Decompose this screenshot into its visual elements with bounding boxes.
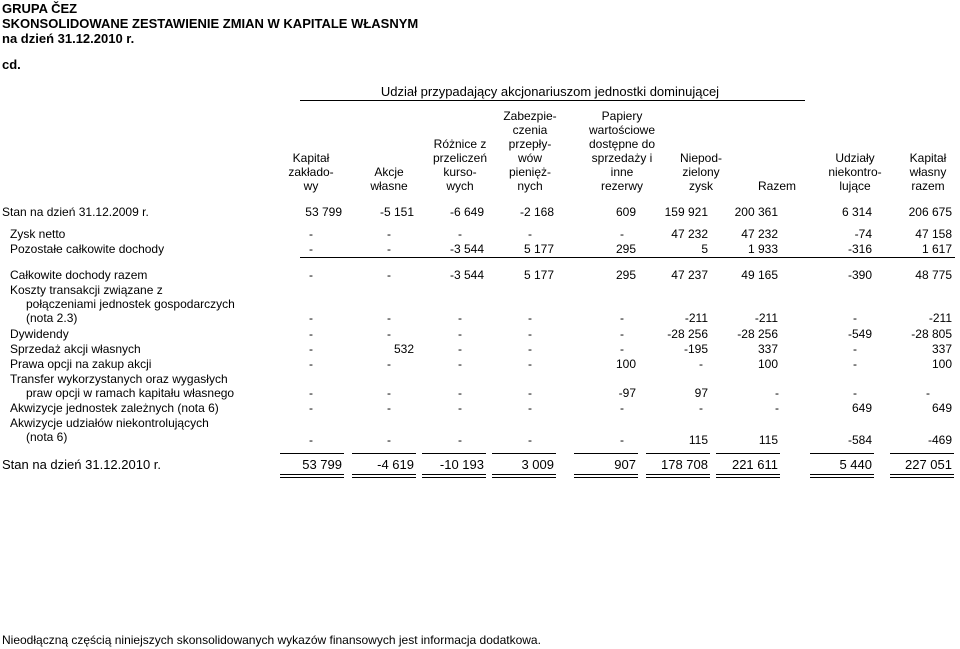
column-header-line: Niepod-: [679, 151, 723, 165]
total-double-rule: [280, 477, 344, 478]
value-cell: 532: [393, 342, 414, 356]
value-cell: -: [853, 357, 857, 371]
value-cell: 115: [688, 433, 708, 447]
row-label: Koszty transakcji związane z: [10, 283, 163, 297]
value-cell: -: [853, 311, 857, 325]
value-cell: 53 799: [305, 205, 342, 219]
column-header-line: przepły-: [508, 137, 552, 151]
total-double-rule: [422, 474, 486, 475]
total-double-rule: [810, 477, 874, 478]
value-cell: -28 256: [737, 327, 778, 341]
column-header-6: [661, 151, 741, 193]
column-header-line: rezerwy: [600, 179, 643, 193]
value-cell: 5: [701, 242, 708, 256]
column-header-line: Kapitał: [909, 151, 947, 165]
total-double-rule: [352, 474, 416, 475]
value-cell: -4 619: [377, 457, 414, 472]
total-top-rule: [716, 453, 780, 454]
value-cell: -: [620, 227, 624, 241]
value-cell: 3 009: [521, 457, 554, 472]
value-cell: -: [387, 401, 391, 415]
value-cell: 159 921: [664, 205, 708, 219]
value-cell: 1 933: [747, 242, 778, 256]
value-cell: -: [309, 268, 313, 282]
total-top-rule: [422, 453, 486, 454]
column-header-line: Różnice z: [433, 137, 487, 151]
group-title-rule: [300, 100, 805, 101]
total-double-rule: [352, 477, 416, 478]
row-label: Pozostałe całkowite dochody: [10, 242, 165, 256]
value-cell: 200 361: [734, 205, 778, 219]
column-header-line: Kapitał: [292, 151, 330, 165]
value-cell: 115: [758, 433, 778, 447]
value-cell: 100: [615, 357, 636, 371]
value-cell: 47 232: [671, 227, 708, 241]
value-cell: -: [309, 242, 313, 256]
value-cell: -74: [854, 227, 872, 241]
value-cell: -: [620, 311, 624, 325]
column-header-line: zielony: [682, 165, 720, 179]
row-label: Dywidendy: [10, 327, 69, 341]
row-label: Całkowite dochody razem: [10, 268, 148, 282]
value-cell: -5 151: [379, 205, 414, 219]
value-cell: -: [620, 401, 624, 415]
value-cell: -: [309, 342, 313, 356]
subtotal-rule: [300, 257, 955, 258]
row-label: Akwizycje jednostek zależnych (nota 6): [10, 401, 219, 415]
value-cell: 206 675: [908, 205, 952, 219]
column-header-line: czenia: [512, 123, 548, 137]
value-cell: -6 649: [449, 205, 484, 219]
value-cell: 227 051: [905, 457, 952, 472]
value-cell: 48 775: [915, 268, 952, 282]
column-header-line: wartościowe: [588, 123, 656, 137]
value-cell: -: [926, 386, 930, 400]
value-cell: -584: [847, 433, 872, 447]
value-cell: -: [458, 327, 462, 341]
row-label: Zysk netto: [10, 227, 66, 241]
value-cell: 47 158: [915, 227, 952, 241]
column-header-line: Zabezpie-: [503, 109, 557, 123]
value-cell: 295: [615, 268, 636, 282]
column-header-line: sprzedaży i: [591, 151, 653, 165]
value-cell: -: [458, 386, 462, 400]
total-double-rule: [646, 474, 710, 475]
column-header-7: [737, 179, 817, 193]
column-header-3: [420, 137, 500, 193]
total-top-rule: [646, 453, 710, 454]
value-cell: -: [775, 401, 779, 415]
value-cell: -: [387, 227, 391, 241]
value-cell: -: [620, 342, 624, 356]
value-cell: -: [620, 433, 624, 447]
value-cell: -: [458, 342, 462, 356]
column-header-8: [815, 151, 895, 193]
column-header-line: zakłado-: [288, 165, 334, 179]
value-cell: -: [458, 227, 462, 241]
value-cell: 97: [694, 386, 708, 400]
value-cell: -: [699, 401, 703, 415]
value-cell: 47 232: [741, 227, 778, 241]
value-cell: -: [528, 342, 532, 356]
total-double-rule: [716, 474, 780, 475]
value-cell: -: [528, 386, 532, 400]
row-label: (nota 2.3): [26, 311, 78, 325]
column-header-line: przeliczeń: [432, 151, 488, 165]
value-cell: 6 314: [841, 205, 872, 219]
value-cell: 5 177: [523, 242, 554, 256]
row-label: Prawa opcji na zakup akcji: [10, 357, 152, 371]
value-cell: -: [528, 227, 532, 241]
total-double-rule: [492, 477, 556, 478]
value-cell: -211: [684, 311, 708, 325]
value-cell: -: [458, 401, 462, 415]
column-header-line: wych: [446, 179, 474, 193]
value-cell: 1 617: [921, 242, 952, 256]
value-cell: -: [528, 357, 532, 371]
column-header-line: Udziały: [835, 151, 875, 165]
value-cell: -: [620, 327, 624, 341]
total-double-rule: [422, 477, 486, 478]
value-cell: -: [387, 311, 391, 325]
continued-mark: cd.: [2, 57, 21, 72]
column-header-line: własne: [370, 179, 408, 193]
value-cell: -: [387, 386, 391, 400]
column-header-line: nych: [517, 179, 543, 193]
value-cell: -: [458, 311, 462, 325]
column-header-1: [271, 151, 351, 193]
value-cell: -97: [618, 386, 636, 400]
value-cell: -: [387, 327, 391, 341]
value-cell: -: [309, 311, 313, 325]
total-top-rule: [352, 453, 416, 454]
value-cell: 47 237: [671, 268, 708, 282]
value-cell: -390: [847, 268, 872, 282]
value-cell: -195: [683, 342, 708, 356]
column-header-line: wy: [303, 179, 319, 193]
value-cell: 337: [757, 342, 778, 356]
value-cell: 49 165: [741, 268, 778, 282]
value-cell: 907: [614, 457, 636, 472]
value-cell: -: [309, 401, 313, 415]
value-cell: -: [387, 357, 391, 371]
row-label: Sprzedaż akcji własnych: [10, 342, 141, 356]
value-cell: -: [309, 433, 313, 447]
value-cell: 295: [615, 242, 636, 256]
row-label: Transfer wykorzystanych oraz wygasłych: [10, 372, 228, 386]
column-header-line: Razem: [757, 179, 796, 193]
value-cell: -: [528, 327, 532, 341]
column-header-line: wów: [517, 151, 542, 165]
value-cell: -3 544: [449, 268, 484, 282]
total-double-rule: [574, 474, 638, 475]
value-cell: -: [528, 401, 532, 415]
column-header-line: razem: [911, 179, 945, 193]
footnote: Nieodłączną częścią niniejszych skonsolidowanych wykazów finansowych jest informacja dodatkowa.: [2, 633, 541, 647]
column-header-line: Papiery: [601, 109, 643, 123]
value-cell: -: [387, 242, 391, 256]
value-cell: -: [458, 433, 462, 447]
value-cell: -: [309, 327, 313, 341]
value-cell: -: [387, 433, 391, 447]
value-cell: 5 440: [839, 457, 872, 472]
value-cell: 178 708: [661, 457, 708, 472]
value-cell: -: [853, 342, 857, 356]
value-cell: 5 177: [523, 268, 554, 282]
column-header-line: Akcje: [374, 165, 404, 179]
total-double-rule: [574, 477, 638, 478]
column-header-5: [582, 109, 662, 193]
total-double-rule: [890, 477, 954, 478]
column-header-line: kurso-: [443, 165, 477, 179]
total-double-rule: [890, 474, 954, 475]
total-double-rule: [810, 474, 874, 475]
value-cell: -10 193: [439, 457, 484, 472]
total-double-rule: [280, 474, 344, 475]
row-label: Stan na dzień 31.12.2010 r.: [2, 457, 162, 472]
value-cell: 100: [931, 357, 952, 371]
report-title: SKONSOLIDOWANE ZESTAWIENIE ZMIAN W KAPITALE WŁASNYM: [2, 16, 419, 31]
total-top-rule: [890, 453, 954, 454]
column-header-9: [888, 151, 960, 193]
column-header-line: własny: [909, 165, 947, 179]
value-cell: 649: [851, 401, 872, 415]
value-cell: -316: [847, 242, 872, 256]
value-cell: 649: [931, 401, 952, 415]
value-cell: -: [387, 268, 391, 282]
value-cell: -: [699, 357, 703, 371]
total-double-rule: [646, 477, 710, 478]
report-date: na dzień 31.12.2010 r.: [2, 31, 135, 46]
row-label: połączeniami jednostek gospodarczych: [26, 297, 235, 311]
value-cell: -28 256: [667, 327, 708, 341]
total-double-rule: [492, 474, 556, 475]
row-label: praw opcji w ramach kapitału własnego: [26, 386, 235, 400]
company-name: GRUPA ČEZ: [2, 1, 78, 16]
value-cell: -2 168: [519, 205, 554, 219]
row-label: Stan na dzień 31.12.2009 r.: [2, 205, 149, 219]
value-cell: -: [528, 433, 532, 447]
column-header-line: niekontro-: [828, 165, 882, 179]
value-cell: -: [528, 311, 532, 325]
column-header-line: dostępne do: [588, 137, 656, 151]
column-header-line: pienięż-: [508, 165, 552, 179]
value-cell: 100: [757, 357, 778, 371]
value-cell: -: [309, 227, 313, 241]
value-cell: -211: [754, 311, 778, 325]
value-cell: 609: [615, 205, 636, 219]
value-cell: -: [775, 386, 779, 400]
column-header-2: [349, 165, 429, 193]
value-cell: -469: [927, 433, 952, 447]
value-cell: 53 799: [302, 457, 342, 472]
row-label: (nota 6): [26, 430, 68, 444]
value-cell: -: [309, 357, 313, 371]
value-cell: -28 805: [911, 327, 952, 341]
column-header-4: [490, 109, 570, 193]
value-cell: -211: [928, 311, 952, 325]
total-top-rule: [492, 453, 556, 454]
value-cell: -: [309, 386, 313, 400]
group-title: Udział przypadający akcjonariuszom jednostki dominującej: [380, 84, 720, 99]
total-top-rule: [810, 453, 874, 454]
total-double-rule: [716, 477, 780, 478]
value-cell: -: [853, 386, 857, 400]
row-label: Akwizycje udziałów niekontrolujących: [10, 416, 209, 430]
value-cell: -549: [847, 327, 872, 341]
value-cell: -: [458, 357, 462, 371]
total-top-rule: [280, 453, 344, 454]
column-header-line: inne: [610, 165, 634, 179]
column-header-line: lujące: [839, 179, 871, 193]
column-header-line: zysk: [689, 179, 713, 193]
value-cell: 221 611: [731, 457, 778, 472]
value-cell: -3 544: [449, 242, 484, 256]
total-top-rule: [574, 453, 638, 454]
value-cell: 337: [931, 342, 952, 356]
